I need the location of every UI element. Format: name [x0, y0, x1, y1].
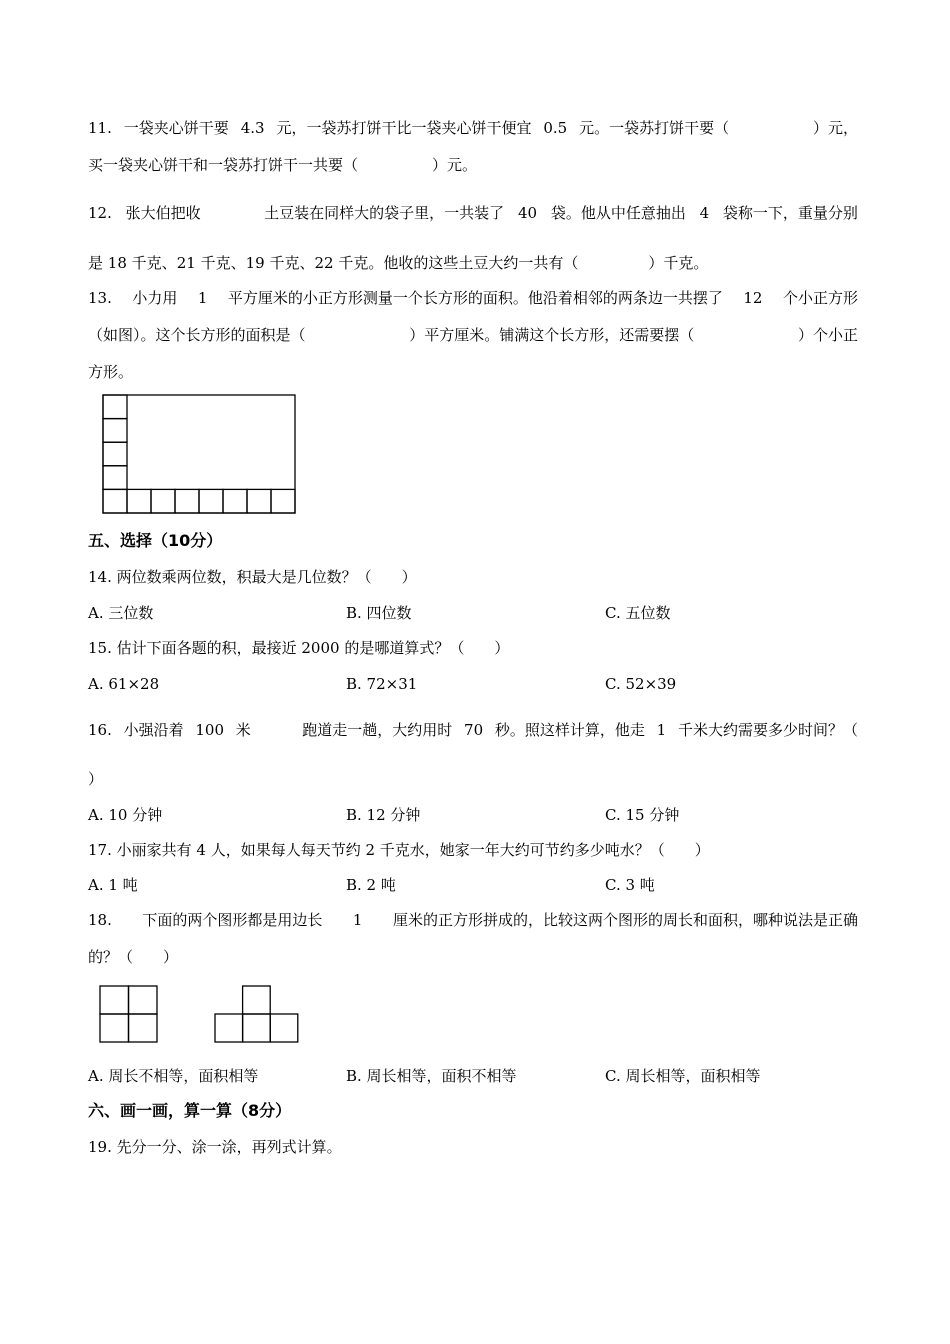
q12-line-1: 12. 张大伯把收 土豆装在同样大的袋子里，一共装了 40 袋。他从中任意抽出 4 袋称一下，重量分别	[88, 204, 858, 222]
unit-square	[270, 1014, 298, 1042]
unit-square	[243, 1014, 271, 1042]
answer-blank[interactable]	[716, 325, 776, 345]
q18-line-2: 的？（ ）	[88, 948, 179, 966]
q13-line-2: （如图）。这个长方形的面积是（ ）平方厘米。铺满这个长方形，还需要摆（ ）个小正	[88, 326, 858, 344]
unit-square	[199, 489, 223, 513]
section-5-heading: 五、选择（10分）	[88, 531, 223, 550]
q18-option-c[interactable]: C. 周长相等，面积相等	[605, 1067, 761, 1085]
q18-option-b[interactable]: B. 周长相等，面积不相等	[346, 1067, 517, 1085]
q16-option-a[interactable]: A. 10 分钟	[88, 806, 163, 824]
unit-square	[129, 1014, 158, 1042]
unit-square	[129, 986, 158, 1014]
answer-blank[interactable]	[741, 118, 801, 138]
q17-option-c[interactable]: C. 3 吨	[605, 876, 655, 894]
q16-option-b[interactable]: B. 12 分钟	[346, 806, 421, 824]
q18-line-1: 18. 下面的两个图形都是用边长 1 厘米的正方形拼成的，比较这两个图形的周长和面积，哪种说法是正确	[88, 911, 858, 929]
q18-figure-t-shape	[215, 986, 298, 1042]
unit-square	[103, 442, 127, 466]
answer-blank[interactable]	[327, 325, 387, 345]
q18-option-a[interactable]: A. 周长不相等，面积相等	[88, 1067, 259, 1085]
unit-square	[215, 1014, 243, 1042]
q15-option-c[interactable]: C. 52×39	[605, 675, 677, 693]
unit-square	[151, 489, 175, 513]
q18-figure-square	[100, 986, 157, 1042]
q17-option-b[interactable]: B. 2 吨	[346, 876, 396, 894]
unit-square	[103, 419, 127, 443]
q16-line-1: 16. 小强沿着 100 米 跑道走一趟，大约用时 70 秒。照这样计算，他走 1 千米大约需要多少时间？（	[88, 721, 858, 739]
q16-option-c[interactable]: C. 15 分钟	[605, 806, 680, 824]
q11-line-1: 11. 一袋夹心饼干要 4.3 元，一袋苏打饼干比一袋夹心饼干便宜 0.5 元。一袋苏打饼干要（ ）元，	[88, 119, 858, 137]
q15-option-a[interactable]: A. 61×28	[88, 675, 160, 693]
q16-line-2: ）	[88, 770, 104, 788]
q11-line-2: 买一袋夹心饼干和一袋苏打饼干一共要（ ）元。	[88, 156, 478, 174]
unit-square	[100, 1014, 129, 1042]
unit-square	[243, 986, 271, 1014]
unit-square	[247, 489, 271, 513]
q13-line-1: 13. 小力用 1 平方厘米的小正方形测量一个长方形的面积。他沿着相邻的两条边一共摆了 12 个小正方形	[88, 289, 858, 307]
q17-stem: 17. 小丽家共有 4 人，如果每人每天节约 2 千克水，她家一年大约可节约多少吨水？（ ）	[88, 841, 710, 859]
unit-square	[103, 489, 127, 513]
q13-rectangle-figure	[103, 395, 295, 513]
unit-square	[271, 489, 295, 513]
unit-square	[175, 489, 199, 513]
q12-line-2: 是 18 千克、21 千克、19 千克、22 千克。他收的这些土豆大约一共有（ ）千克。	[88, 254, 709, 272]
q17-option-a[interactable]: A. 1 吨	[88, 876, 138, 894]
section-6-heading: 六、画一画，算一算（8分）	[88, 1101, 292, 1120]
q15-stem: 15. 估计下面各题的积，最接近 2000 的是哪道算式？（ ）	[88, 639, 510, 657]
q14-option-c[interactable]: C. 五位数	[605, 604, 671, 622]
unit-square	[127, 489, 151, 513]
q14-stem: 14. 两位数乘两位数，积最大是几位数？（ ）	[88, 568, 417, 586]
q14-option-a[interactable]: A. 三位数	[88, 604, 154, 622]
q19-stem: 19. 先分一分、涂一涂，再列式计算。	[88, 1138, 342, 1156]
q15-option-b[interactable]: B. 72×31	[346, 675, 418, 693]
q13-line-3: 方形。	[88, 363, 134, 381]
unit-square	[100, 986, 129, 1014]
unit-square	[103, 466, 127, 490]
unit-square	[223, 489, 247, 513]
q14-option-b[interactable]: B. 四位数	[346, 604, 412, 622]
unit-square	[103, 395, 127, 419]
